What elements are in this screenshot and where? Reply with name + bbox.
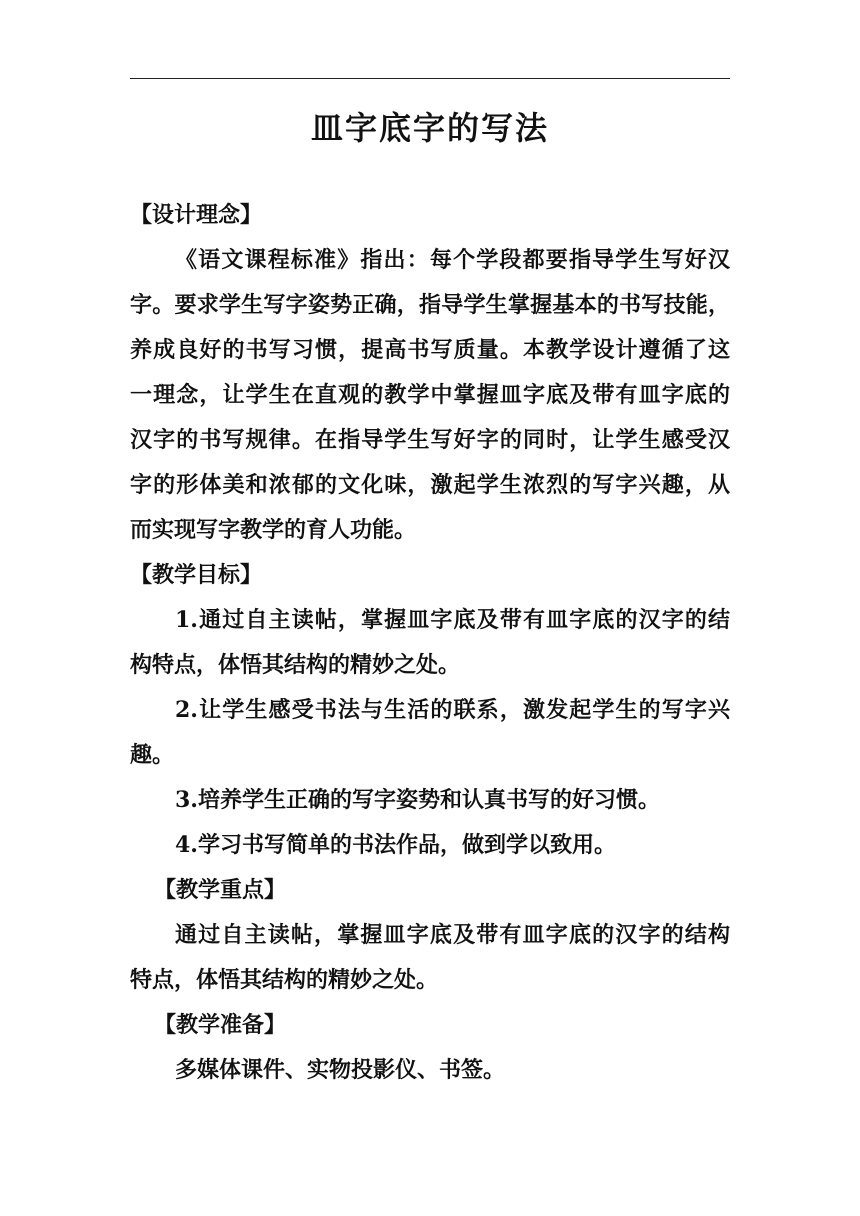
goal-item (130, 823, 730, 868)
paragraph (130, 913, 730, 1003)
text-line: 构特点，体悟其结构的精妙之处。 (130, 652, 461, 678)
section-heading: 【教学目标】 (130, 562, 263, 588)
section-heading: 【教学准备】 (154, 1012, 287, 1038)
section-teaching-focus (130, 868, 730, 1003)
text-line: 养成良好的书写习惯，提高书写质量。本教学设计遵循了这 (130, 337, 730, 363)
text-line: 特点，体悟其结构的精妙之处。 (130, 967, 439, 993)
goal-item (130, 688, 730, 778)
text-line: 4.学习书写简单的书法作品，做到学以致用。 (175, 832, 616, 858)
page-title: 皿字底字的写法 (310, 109, 549, 147)
text-line: 字。要求学生写字姿势正确，指导学生掌握基本的书写技能， (130, 292, 730, 318)
goal-item (130, 598, 730, 688)
text-line: 1.通过自主读帖，掌握皿字底及带有皿字底的汉字的结 (175, 607, 730, 633)
paragraph (130, 1048, 730, 1093)
text-line: 2.让学生感受书法与生活的联系，激发起学生的写字兴 (175, 697, 730, 723)
text-line: 而实现写字教学的育人功能。 (130, 517, 417, 543)
text-line: 多媒体课件、实物投影仪、书签。 (175, 1057, 506, 1083)
section-teaching-preparation (130, 1003, 730, 1093)
text-line: 汉字的书写规律。在指导学生写好字的同时，让学生感受汉 (130, 427, 730, 453)
text-line: 《语文课程标准》指出：每个学段都要指导学生写好汉 (175, 247, 730, 273)
paragraph (130, 238, 730, 553)
text-line: 3.培养学生正确的写字姿势和认真书写的好习惯。 (175, 787, 660, 813)
section-heading: 【教学重点】 (154, 877, 287, 903)
text-line: 一理念，让学生在直观的教学中掌握皿字底及带有皿字底的 (130, 382, 730, 408)
section-teaching-goals (130, 553, 730, 868)
text-line: 字的形体美和浓郁的文化味，激起学生浓烈的写字兴趣，从 (130, 472, 730, 498)
section-heading: 【设计理念】 (130, 202, 263, 228)
text-line: 趣。 (130, 742, 175, 768)
text-line: 通过自主读帖，掌握皿字底及带有皿字底的汉字的结构 (175, 922, 730, 948)
goal-item (130, 778, 730, 823)
section-design-concept (130, 193, 730, 553)
header-rule (130, 78, 730, 79)
document-body (130, 193, 730, 1093)
